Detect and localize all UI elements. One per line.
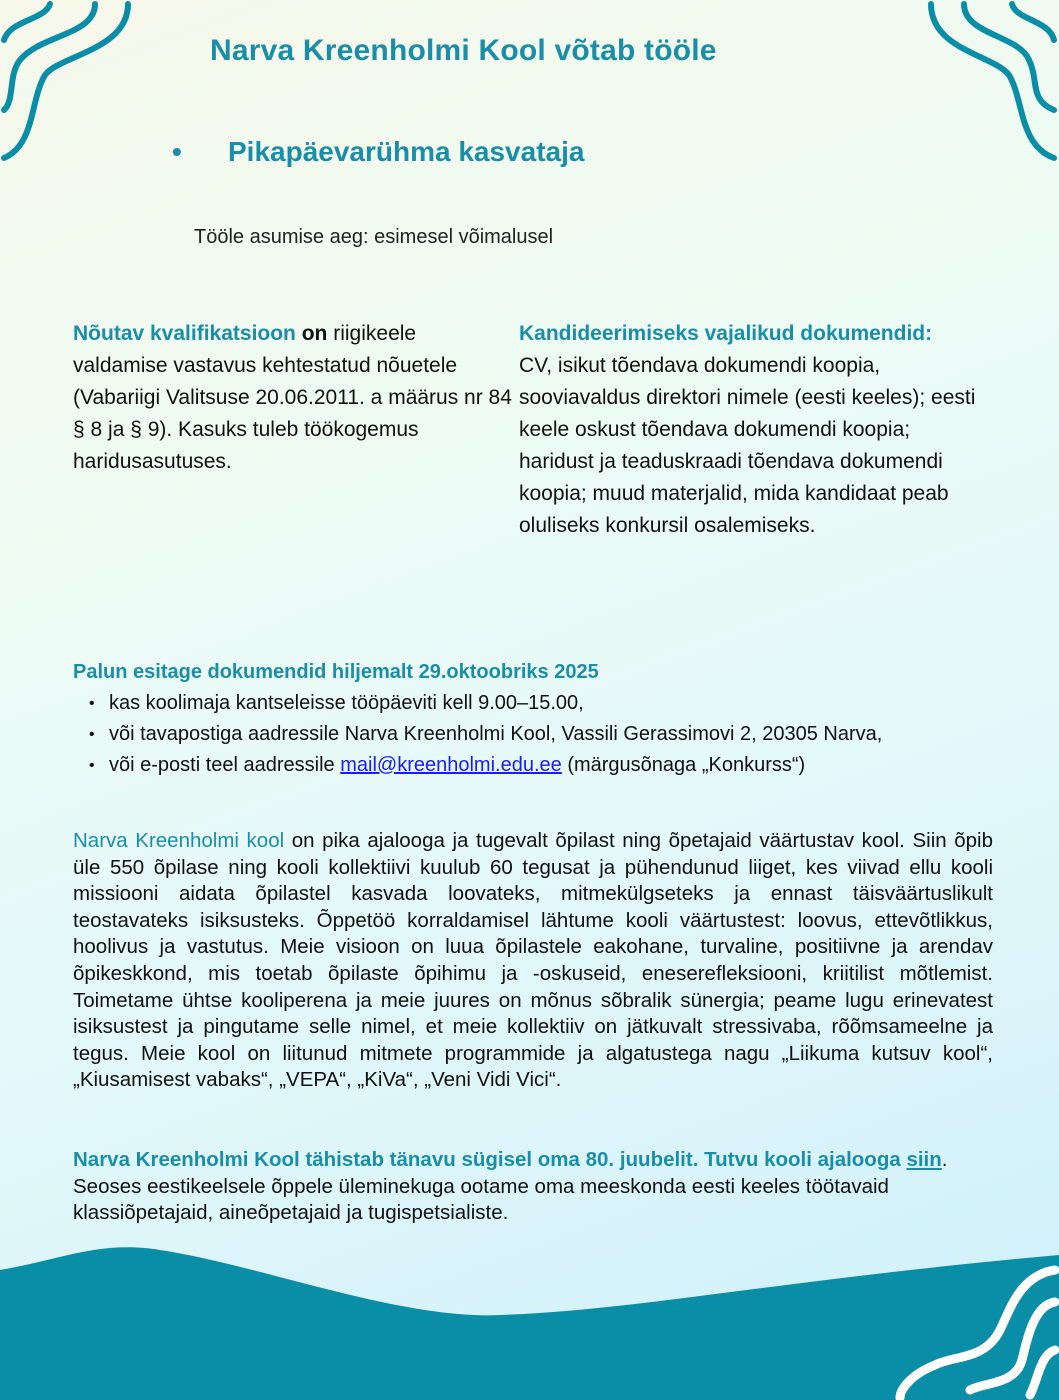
email-link[interactable]: mail@kreenholmi.edu.ee: [340, 754, 562, 776]
list-item: • kas koolimaja kantseleisse tööpäeviti kell 9.00–15.00,: [109, 688, 973, 719]
closing-text: Seoses eestikeelsele õppele üleminekuga ootame oma meeskonda eesti keeles töötavaid klassiõpetajaid, aineõpetajaid ja tugispetsialiste.: [73, 1174, 889, 1225]
qualification-section: [73, 318, 513, 478]
position-name: Pikapäevarühma kasvataja: [228, 136, 585, 167]
email-suffix: (märgusõnaga „Konkurss“): [561, 754, 806, 776]
position-title: [172, 136, 584, 168]
wave-decoration-top-right-icon: [924, 0, 1059, 165]
submission-list: [73, 688, 973, 781]
page-title: Narva Kreenholmi Kool võtab tööle: [210, 34, 717, 67]
qualification-on: on: [295, 322, 328, 345]
email-prefix: või e-posti teel aadressile: [109, 754, 341, 776]
school-name: Narva Kreenholmi kool: [73, 829, 285, 852]
jubilee-section: [73, 1147, 993, 1227]
bullet-icon: •: [172, 136, 182, 167]
qualification-heading: Nõutav kvalifikatsioon: [73, 322, 296, 345]
documents-text: CV, isikut tõendava dokumendi koopia, sooviavaldus direktori nimele (eesti keeles); eesti keele oskust tõendava dokumendi koopia; haridust ja teaduskraadi tõendava dokumendi koopia; muud materjalid, mida kandidaat peab oluliseks konkursil osalemiseks.: [519, 354, 976, 537]
deadline-heading: Palun esitage dokumendid hiljemalt 29.oktoobriks 2025: [73, 661, 599, 683]
qualification-text: riigikeele valdamise vastavus kehtestatud nõuetele (Vabariigi Valitsuse 20.06.2011. a määrus nr 84 § 8 ja § 9). Kasuks tuleb töökogemus haridusasutuses.: [73, 322, 512, 473]
documents-heading: Kandideerimiseks vajalikud dokumendid:: [519, 322, 933, 345]
documents-section: [519, 318, 989, 542]
start-time: Tööle asumise aeg: esimesel võimalusel: [194, 226, 554, 248]
list-item: [109, 750, 973, 781]
about-text: on pika ajalooga ja tugevalt õpilast ning õpetajaid väärtustav kool. Siin õpib üle 550 õpilase ning kooli kollektiivi kuulub 60 tegusat ja pühendunud liiget, kes viivad ellu kooli missiooni aidata õpilastel kasvada loovateks, mitmekülgseteks ja ennast täisväärtuslikult teostavateks isiksusteks. Õppetöö korraldamisel lähtume kooli väärtustest: loovus, ettevõtlikkus, hoolivus ja vastutus. Meie visioon on luua õpilastele eakohane, turvaline, positiivne ja arendav õpikeskkond, mis toetab õpilaste õpihimu ja -oskuseid, eneserefleksiooni, kriitilist mõtlemist. Toimetame ühtse kooliperena ja meie juures on mõnus sõbralik sünergia; peame lugu erinevatest isiksustest ja pingutame selle nimel, et meie kollektiiv on jätkuvalt stressivaba, rõõmsameelne ja tegus. Meie kool on liitunud mitmete programmide ja algatustega nagu „Liikuma kutsuv kool“, „Kiusamisest vabaks“, „VEPA“, „KiVa“, „Veni Vidi Vici“.: [73, 829, 993, 1092]
jubilee-period: .: [941, 1148, 948, 1171]
wave-decoration-bottom-icon: [0, 1240, 1059, 1400]
list-item: • või tavapostiga aadressile Narva Kreenholmi Kool, Vassili Gerassimovi 2, 20305 Narva,: [109, 719, 973, 750]
history-link[interactable]: siin: [906, 1148, 942, 1171]
deadline-section: [73, 657, 973, 781]
about-section: [73, 828, 993, 1094]
wave-decoration-top-left-icon: [0, 0, 135, 165]
jubilee-text: Narva Kreenholmi Kool tähistab tänavu sügisel oma 80. juubelit. Tutvu kooli ajalooga: [73, 1148, 907, 1171]
